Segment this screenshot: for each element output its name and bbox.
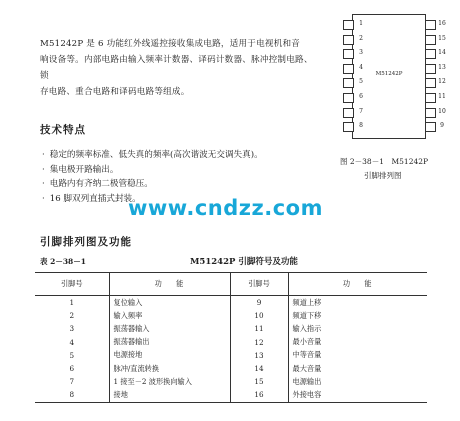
pin-number-cell: 4	[35, 336, 109, 349]
header-function: 功 能	[109, 273, 230, 296]
chip-pin-number: 16	[438, 20, 446, 27]
chip-pin-number: 10	[438, 107, 446, 115]
chip-pin-left	[343, 78, 354, 88]
table-header-row	[35, 273, 427, 296]
pin-function-cell: 复位输入	[109, 296, 230, 310]
pin-number-cell: 13	[230, 349, 288, 362]
chip-pin-number: 11	[438, 93, 446, 100]
figure-caption: 图 2－38－1 M51242P	[340, 157, 429, 166]
feature-item: · 16 脚双列直插式封装。	[42, 192, 263, 207]
chip-pin-left	[343, 93, 354, 103]
pin-function-cell: 频道下移	[292, 310, 322, 320]
chip-pin-number: 6	[359, 93, 363, 100]
pin-section-heading: 引脚排列图及功能	[40, 236, 132, 248]
table-row	[35, 296, 427, 310]
pin-function-cell: 电源输出	[292, 376, 322, 386]
chip-pin-number: 13	[438, 63, 446, 71]
pin-function-table	[35, 272, 427, 403]
table-row	[35, 309, 427, 322]
chip-pin-number: 3	[359, 49, 363, 57]
intro-paragraph	[40, 36, 320, 100]
chip-pin-left	[343, 108, 354, 118]
pin-number-cell: 6	[35, 362, 109, 375]
pin-number-cell: 9	[230, 296, 288, 310]
pin-function-cell: 输入频率	[109, 309, 230, 322]
table-title: M51242P 引脚符号及功能	[190, 257, 298, 267]
pin-function-cell: 脉冲/直流转换	[109, 362, 230, 375]
table-row	[35, 322, 427, 335]
chip-pin-number: 2	[359, 34, 363, 42]
pin-function-cell: 频道上移	[292, 297, 322, 307]
figure-caption-sub: 引脚排列图	[364, 171, 402, 180]
chip-pin-right	[425, 49, 436, 59]
pin-number-cell: 7	[35, 375, 109, 388]
pin-function-cell: 输入指示	[292, 323, 322, 333]
chip-pin-number: 5	[359, 78, 363, 86]
pin-number-cell: 5	[35, 349, 109, 362]
header-function: 功 能	[288, 273, 427, 296]
feature-item: · 稳定的频率标准、低失真的频率(高次谐波无交调失真)。	[42, 148, 263, 163]
pin-function-cell: 外接电容	[288, 388, 427, 402]
header-pin-no: 引脚号	[230, 273, 288, 296]
pin-function-cell: 振荡器输出	[109, 336, 230, 349]
pin-number-cell: 14	[230, 362, 288, 375]
chip-pin-right	[425, 122, 436, 132]
pin-number-cell: 11	[230, 322, 288, 335]
pin-function-cell: 电源接地	[109, 349, 230, 362]
chip-pin-left	[343, 64, 354, 74]
pin-function-cell: 最大音量	[292, 363, 322, 373]
table-row	[35, 336, 427, 349]
chip-pin-left	[343, 49, 354, 59]
table-row	[35, 349, 427, 362]
chip-pin-number: 15	[438, 34, 446, 42]
chip-pin-left	[343, 122, 354, 132]
pin-number-cell: 16	[230, 388, 288, 402]
chip-pin-number: 4	[359, 63, 363, 71]
features-heading: 技术特点	[40, 124, 86, 136]
intro-line: M51242P 是 6 功能红外线遥控接收集成电路，适用于电视机和音	[40, 39, 301, 49]
chip-pin-number: 9	[440, 122, 444, 130]
header-pin-no: 引脚号	[35, 273, 109, 296]
chip-pinout-diagram	[352, 14, 426, 139]
pin-number-cell: 10	[230, 309, 288, 322]
pin-function-cell: 中等音量	[292, 350, 322, 360]
pin-number-cell: 15	[230, 375, 288, 388]
pin-function-cell: 1 接至－2 波形换向输入	[109, 375, 230, 388]
pin-number-cell: 2	[35, 309, 109, 322]
chip-pin-number: 8	[359, 122, 363, 130]
chip-pin-right	[425, 78, 436, 88]
chip-pin-number: 7	[359, 107, 363, 115]
pin-number-cell: 3	[35, 322, 109, 335]
pin-number-cell: 8	[35, 388, 109, 402]
chip-pin-right	[425, 64, 436, 74]
chip-pin-number: 14	[438, 49, 446, 57]
pin-function-cell: 接地	[109, 388, 230, 402]
chip-pin-number: 1	[359, 20, 363, 27]
feature-item: · 集电极开路输出。	[42, 163, 263, 178]
intro-line: 响设备等。内部电路由输入频率计数器、译码计数器、脉冲控制电路、锁	[40, 55, 313, 81]
chip-pin-left	[343, 35, 354, 45]
pin-function-cell: 振荡器输入	[109, 322, 230, 335]
pin-function-cell: 最小音量	[292, 337, 322, 347]
intro-line: 存电路、重合电路和译码电路等组成。	[40, 87, 190, 97]
chip-pin-right	[425, 108, 436, 118]
chip-pin-right	[425, 35, 436, 45]
chip-label: M51242P	[375, 71, 403, 77]
table-row	[35, 375, 427, 388]
table-number: 表 2－38－1	[40, 257, 86, 266]
watermark: www.cndzz.com	[128, 196, 323, 220]
table-row	[35, 388, 427, 402]
pin-number-cell: 1	[35, 296, 109, 310]
chip-pin-right	[425, 20, 436, 30]
pin-number-cell: 12	[230, 336, 288, 349]
table-row	[35, 362, 427, 375]
chip-pin-right	[425, 93, 436, 103]
feature-item: · 电路内有齐纳二极管稳压。	[42, 177, 263, 192]
chip-pin-number: 12	[438, 78, 446, 86]
chip-pin-left	[343, 20, 354, 30]
